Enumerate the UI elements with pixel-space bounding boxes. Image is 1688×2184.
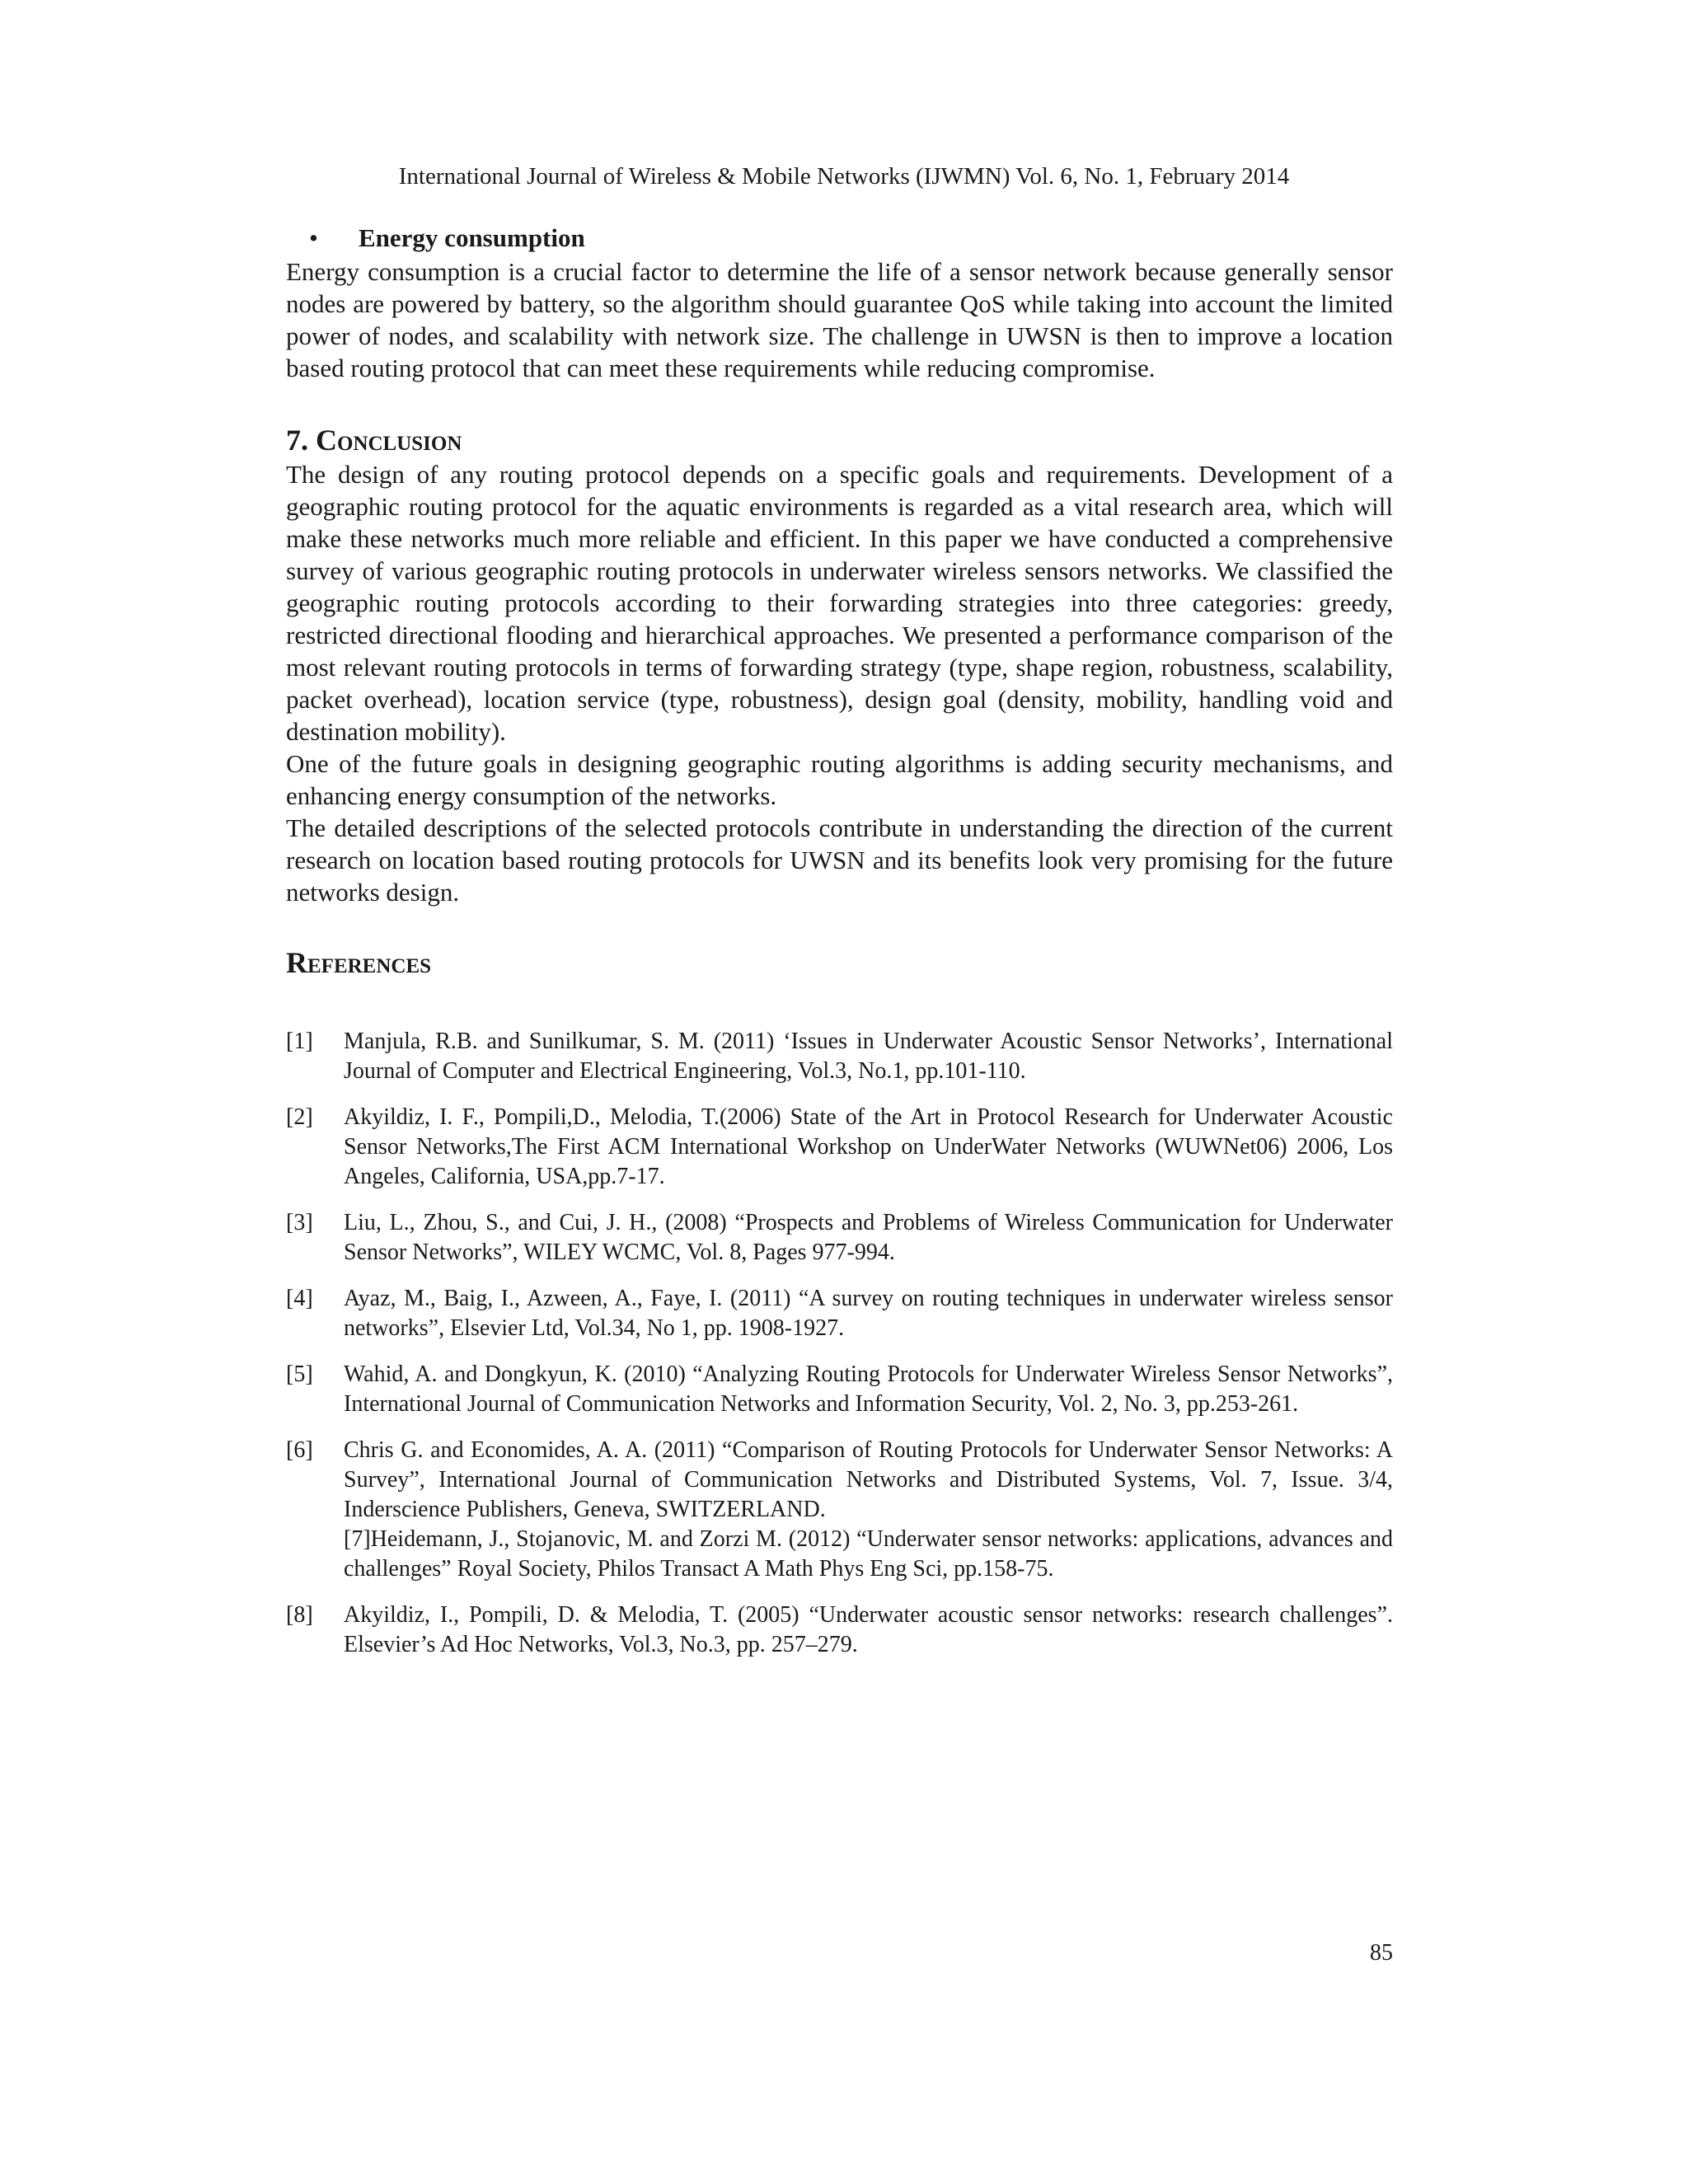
reference-number: [8] bbox=[286, 1602, 313, 1628]
bullet-icon: • bbox=[309, 223, 318, 252]
reference-number: [3] bbox=[286, 1210, 313, 1235]
reference-text-continuation: [7]Heidemann, J., Stojanovic, M. and Zorzi M. (2012) “Underwater sensor networks: applications, advances and challenges” Royal Society, Philos Transact A Math Phys Eng Sci, pp.158-75. bbox=[344, 1526, 1393, 1582]
running-header: International Journal of Wireless & Mobile Networks (IJWMN) Vol. 6, No. 1, February 2014 bbox=[398, 163, 1290, 190]
page-number: 85 bbox=[1370, 1940, 1393, 1966]
conclusion-paragraph-2: One of the future goals in designing geographic routing algorithms is adding security mechanisms, and enhancing energy consumption of the networks. bbox=[286, 749, 1393, 810]
page-content bbox=[286, 216, 1393, 1676]
reference-number: [6] bbox=[286, 1437, 313, 1463]
reference-text: Akyildiz, I. F., Pompili,D., Melodia, T.(2006) State of the Art in Protocol Research for Underwater Acoustic Sensor Networks,The First ACM International Workshop on UnderWater Networks (WUWNet06) 2006, Los Angeles, California, USA,pp.7-17. bbox=[344, 1104, 1393, 1189]
conclusion-paragraph-3: The detailed descriptions of the selected protocols contribute in understanding the direction of the current research on location based routing protocols for UWSN and its benefits look very promising for the future networks design. bbox=[286, 813, 1393, 907]
reference-number: [5] bbox=[286, 1361, 313, 1387]
conclusion-paragraph-1: The design of any routing protocol depends on a specific goals and requirements. Development of a geographic routing protocol for the aquatic environments is regarded as a vital research area, which will make these networks much more reliable and efficient. In this paper we have conducted a comprehensive survey of various geographic routing protocols in underwater wireless sensors networks. We classified the geographic routing protocols according to their forwarding strategies into three categories: greedy, restricted directional flooding and hierarchical approaches. We presented a performance comparison of the most relevant routing protocols in terms of forwarding strategy (type, shape region, robustness, scalability, packet overhead), location service (type, robustness), design goal (density, mobility, handling void and destination mobility). bbox=[286, 460, 1393, 746]
reference-text: Akyildiz, I., Pompili, D. & Melodia, T. (2005) “Underwater acoustic sensor networks: research challenges”. Elsevier’s Ad Hoc Networks, Vol.3, No.3, pp. 257–279. bbox=[344, 1602, 1393, 1657]
reference-item bbox=[286, 1284, 1393, 1343]
energy-heading-text: Energy consumption bbox=[359, 223, 585, 252]
reference-text bbox=[344, 1436, 1393, 1584]
energy-paragraph: Energy consumption is a crucial factor to determine the life of a sensor network because generally sensor nodes are powered by battery, so the algorithm should guarantee QoS while taking into account the limited power of nodes, and scalability with network size. The challenge in UWSN is then to improve a location based routing protocol that can meet these requirements while reducing compromise. bbox=[286, 257, 1393, 382]
conclusion-heading: 7. Conclusion bbox=[286, 424, 462, 457]
reference-text-main: Chris G. and Economides, A. A. (2011) “Comparison of Routing Protocols for Underwater Sensor Networks: A Survey”, International Journal of Communication Networks and Distributed Systems, Vol. 7, Issue. 3/4, Inderscience Publishers, Geneva, SWITZERLAND. bbox=[344, 1437, 1393, 1522]
reference-number: [1] bbox=[286, 1029, 313, 1054]
reference-item bbox=[286, 1103, 1393, 1192]
reference-text: Liu, L., Zhou, S., and Cui, J. H., (2008) “Prospects and Problems of Wireless Communication for Underwater Sensor Networks”, WILEY WCMC, Vol. 8, Pages 977-994. bbox=[344, 1210, 1393, 1265]
reference-number: [4] bbox=[286, 1286, 313, 1311]
reference-text: Ayaz, M., Baig, I., Azween, A., Faye, I. (2011) “A survey on routing techniques in underwater wireless sensor networks”, Elsevier Ltd, Vol.34, No 1, pp. 1908-1927. bbox=[344, 1286, 1393, 1341]
reference-text: Wahid, A. and Dongkyun, K. (2010) “Analyzing Routing Protocols for Underwater Wireless Sensor Networks”, International Journal of Communication Networks and Information Security, Vol. 2, No. 3, pp.253-261. bbox=[344, 1361, 1393, 1417]
reference-item bbox=[286, 1208, 1393, 1268]
reference-item bbox=[286, 1027, 1393, 1086]
reference-item bbox=[286, 1601, 1393, 1660]
reference-item bbox=[286, 1360, 1393, 1419]
reference-list bbox=[286, 1027, 1393, 1660]
references-heading: References bbox=[286, 946, 432, 979]
reference-item bbox=[286, 1436, 1393, 1584]
reference-text: Manjula, R.B. and Sunilkumar, S. M. (2011) ‘Issues in Underwater Acoustic Sensor Networks’, International Journal of Computer and Electrical Engineering, Vol.3, No.1, pp.101-110. bbox=[344, 1029, 1393, 1084]
reference-number: [2] bbox=[286, 1104, 313, 1130]
energy-consumption-heading bbox=[286, 221, 1393, 255]
